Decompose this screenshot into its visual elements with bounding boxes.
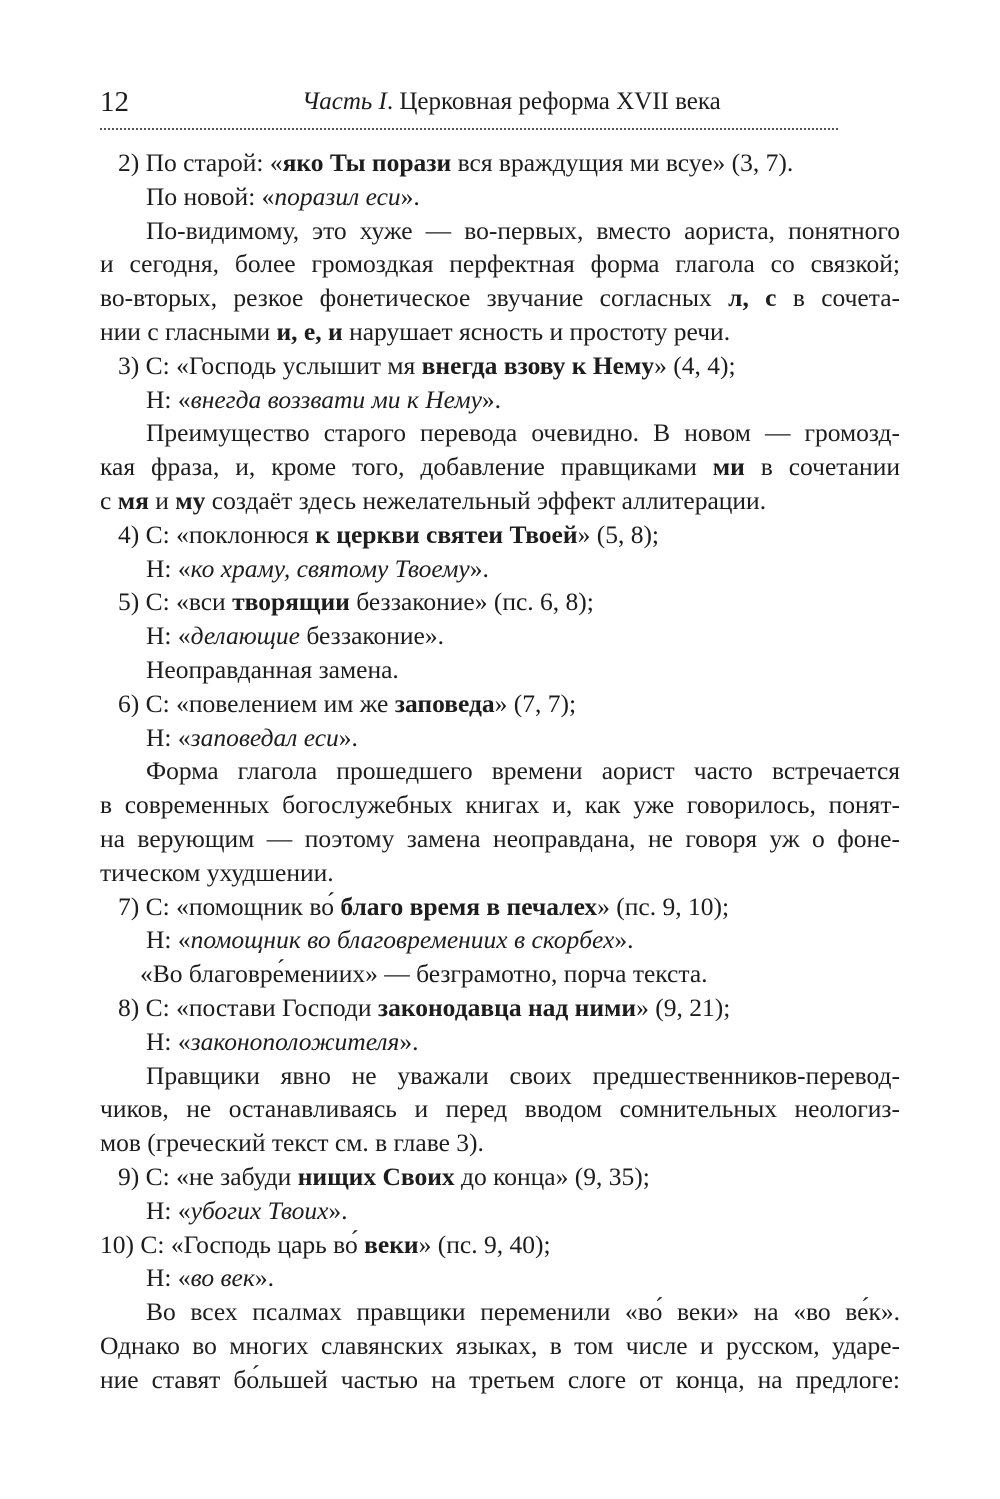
text-line xyxy=(100,619,900,653)
text-span: 9) С: «не забуди xyxy=(118,1161,298,1191)
text-line xyxy=(100,416,900,450)
text-span: Неоправданная замена. xyxy=(146,654,399,684)
text-span: и xyxy=(148,485,176,515)
italic-text: во век xyxy=(190,1263,255,1293)
text-line xyxy=(100,349,900,383)
chapter-title: . Церковная реформа XVII века xyxy=(386,88,721,115)
text-span: во-вторых, резкое фонетическое звучание согласных xyxy=(100,283,729,313)
italic-text: поразил еси xyxy=(274,181,401,211)
text-span: ». xyxy=(469,553,489,583)
italic-text: заповедал еси xyxy=(190,722,339,752)
text-line xyxy=(100,180,900,214)
text-line xyxy=(100,1329,900,1363)
running-header xyxy=(100,84,838,130)
text-span: ». xyxy=(338,722,358,752)
text-line xyxy=(100,484,900,518)
text-line xyxy=(100,247,900,281)
text-line xyxy=(100,1092,900,1126)
text-span: ». xyxy=(400,181,420,211)
text-span: 2) По старой: « xyxy=(118,148,283,177)
bold-text: ми xyxy=(712,452,745,482)
text-span: Правщики явно не уважали своих предшественников-перевод- xyxy=(146,1060,900,1090)
text-span: По новой: « xyxy=(146,181,275,211)
text-span: Преимущество старого перевода очевидно. В новом — громозд- xyxy=(146,418,900,448)
text-line xyxy=(100,383,900,417)
text-span: в сочетании xyxy=(744,452,900,482)
text-span: до конца» (9, 35); xyxy=(454,1161,650,1191)
text-span: Однако во многих славянских языках, в том числе и русском, ударе- xyxy=(100,1330,900,1360)
italic-text: убогих Твоих xyxy=(190,1195,329,1225)
text-span: беззаконие». xyxy=(300,621,444,651)
text-span: беззаконие» (пс. 6, 8); xyxy=(349,587,594,617)
text-span: Н: « xyxy=(146,621,191,651)
text-span: Н: « xyxy=(146,384,191,414)
text-span: » (9, 21); xyxy=(636,992,731,1022)
text-line xyxy=(100,1025,900,1059)
text-line xyxy=(100,788,900,822)
text-span: 3) С: «Господь услышит мя xyxy=(118,350,422,380)
italic-text: делающие xyxy=(190,621,300,651)
text-line xyxy=(100,214,900,248)
text-span: Во всех псалмах правщики переменили «во́ веки» на «во ве́к». xyxy=(146,1297,900,1327)
text-span: Н: « xyxy=(146,553,191,583)
text-line xyxy=(100,721,900,755)
text-line xyxy=(100,281,900,315)
text-span: Н: « xyxy=(146,925,191,955)
text-span: нарушает ясность и простоту речи. xyxy=(342,316,731,346)
bold-text: яко Ты порази xyxy=(282,148,452,177)
text-line xyxy=(100,1126,900,1160)
text-span: создаёт здесь нежелательный эффект аллитерации. xyxy=(205,485,767,515)
bold-text: творящии xyxy=(232,587,350,617)
italic-text: внегда воззвати ми к Нему xyxy=(190,384,482,414)
text-line xyxy=(100,890,900,924)
running-title xyxy=(302,88,721,116)
text-line xyxy=(100,585,900,619)
page-body-text xyxy=(100,146,900,1396)
text-span: Н: « xyxy=(146,722,191,752)
text-span: По-видимому, это хуже — во-первых, вместо аориста, понятного xyxy=(146,215,900,245)
text-span: мов (греческий текст см. в главе 3). xyxy=(100,1128,484,1158)
text-span: в сочета- xyxy=(776,283,900,313)
text-line xyxy=(100,1160,900,1194)
text-span: ». xyxy=(481,384,502,414)
text-line xyxy=(100,1194,900,1228)
text-span: в современных богослужебных книгах и, как уже говорилось, понят- xyxy=(100,790,900,820)
text-line xyxy=(100,957,900,991)
bold-text: законодавца над ними xyxy=(377,992,637,1022)
text-span: » (5, 8); xyxy=(577,519,660,549)
bold-text: и, е, и xyxy=(276,316,343,346)
text-line xyxy=(100,1363,900,1397)
bold-text: нищих Своих xyxy=(297,1161,455,1191)
text-span: нии с гласными xyxy=(100,316,277,346)
bold-text: благо время в печалех xyxy=(340,891,598,921)
text-line xyxy=(100,1295,900,1329)
text-span: » (пс. 9, 40); xyxy=(418,1229,551,1259)
text-line xyxy=(100,315,900,349)
bold-text: мя xyxy=(117,485,149,515)
bold-text: к церкви святеи Твоей xyxy=(315,519,578,549)
text-line xyxy=(100,754,900,788)
text-span: тическом ухудшении. xyxy=(100,857,334,887)
text-span: » (4, 4); xyxy=(654,350,736,380)
text-span: «Во благовре́мениих» — безграмотно, порча текста. xyxy=(140,959,708,989)
text-span: вся враждущия ми всуе» (3, 7). xyxy=(451,148,794,177)
text-line xyxy=(100,552,900,586)
text-span: кая фраза, и, кроме того, добавление правщиками xyxy=(100,452,713,482)
text-line xyxy=(100,856,900,890)
text-line xyxy=(100,1059,900,1093)
text-span: с xyxy=(100,485,118,515)
text-span: ние ставят бо́льшей частью на третьем слоге от конца, на предлоге: xyxy=(100,1364,900,1394)
text-span: Н: « xyxy=(146,1263,191,1293)
text-line xyxy=(100,450,900,484)
text-line xyxy=(100,687,900,721)
page-number: 12 xyxy=(100,86,129,118)
text-line xyxy=(100,146,900,180)
part-label: Часть I xyxy=(302,88,387,115)
text-span: Н: « xyxy=(146,1195,191,1225)
text-span: Н: « xyxy=(146,1026,191,1056)
text-span: ». xyxy=(399,1026,419,1056)
text-line xyxy=(100,822,900,856)
text-span: 7) С: «помощник во́ xyxy=(118,891,341,921)
text-span: чиков, не останавливаясь и перед вводом сомнительных неологиз- xyxy=(100,1094,900,1124)
text-span: » (7, 7); xyxy=(494,688,577,718)
text-span: 5) С: «вси xyxy=(118,587,233,617)
text-span: 4) С: «поклонюся xyxy=(118,519,316,549)
text-span: 10) С: «Господь царь во́ xyxy=(100,1229,365,1259)
text-span: 8) С: «постави Господи xyxy=(118,992,378,1022)
text-line xyxy=(100,518,900,552)
bold-text: внегда взову к Нему xyxy=(421,350,655,380)
text-span: на верующим — поэтому замена неоправдана, не говоря уж о фоне- xyxy=(100,823,900,853)
text-span: » (пс. 9, 10); xyxy=(597,891,730,921)
italic-text: законоположителя xyxy=(190,1026,400,1056)
bold-text: заповеда xyxy=(394,688,495,718)
text-line xyxy=(100,923,900,957)
text-line xyxy=(100,1228,900,1262)
bold-text: веки xyxy=(364,1229,419,1259)
italic-text: ко храму, святому Твоему xyxy=(190,553,470,583)
text-span: ». xyxy=(254,1263,274,1293)
text-line xyxy=(100,653,900,687)
text-span: ». xyxy=(328,1195,348,1225)
text-span: ». xyxy=(614,925,634,955)
text-span: и сегодня, более громоздкая перфектная форма глагола со связкой; xyxy=(100,249,900,279)
text-line xyxy=(100,991,900,1025)
text-span: 6) С: «повелением им же xyxy=(118,688,395,718)
bold-text: л, с xyxy=(728,283,777,313)
bold-text: му xyxy=(175,485,206,515)
text-line xyxy=(100,1261,900,1295)
text-span: Форма глагола прошедшего времени аорист часто встречается xyxy=(146,756,900,786)
italic-text: помощник во благовремениих в скорбех xyxy=(190,925,615,955)
